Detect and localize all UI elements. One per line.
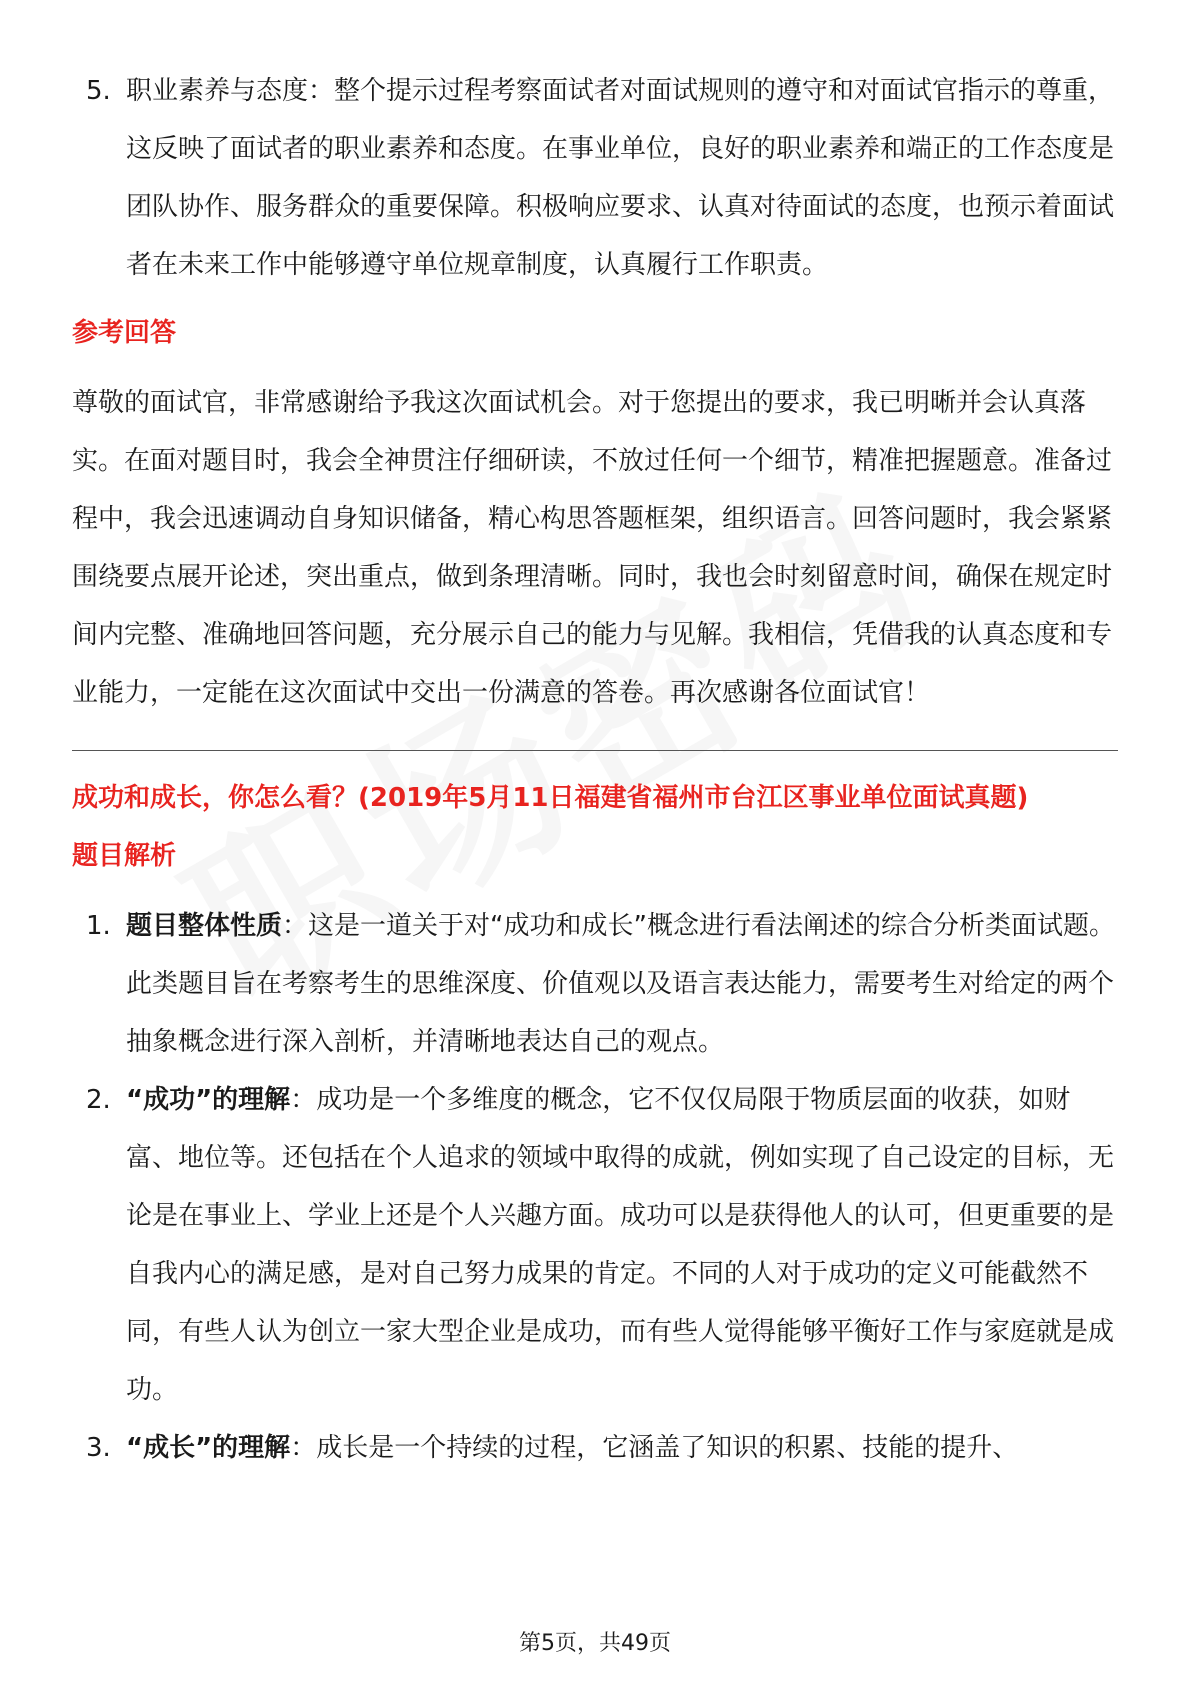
answer-paragraph: 尊敬的面试官，非常感谢给予我这次面试机会。对于您提出的要求，我已明晰并会认真落实。在面对题目时，我会全神贯注仔细研读，不放过任何一个细节，精准把握题意。准备过程中，我会迅速调动自身知识储备，精心构思答题框架，组织语言。回答问题时，我会紧紧围绕要点展开论述，突出重点，做到条理清晰。同时，我也会时刻留意时间，确保在规定时间内完整、准确地回答问题，充分展示自己的能力与见解。我相信，凭借我的认真态度和专业能力，一定能在这次面试中交出一份满意的答卷。再次感谢各位面试官！: [72, 388, 1113, 708]
list-item: [72, 1419, 1118, 1477]
list-item-text: 职业素养与态度：整个提示过程考察面试者对面试规则的遵守和对面试官指示的尊重，这反映了面试者的职业素养和态度。在事业单位，良好的职业素养和端正的工作态度是团队协作、服务群众的重要保障。积极响应要求、认真对待面试的态度，也预示着面试者在未来工作中能够遵守单位规章制度，认真履行工作职责。: [126, 76, 1115, 280]
list-item: [72, 1071, 1118, 1419]
attitude-list: [72, 62, 1118, 294]
list-item-label: “成长”的理解: [126, 1433, 291, 1463]
analysis-list: [72, 897, 1118, 1477]
list-number: 5.: [86, 76, 111, 106]
list-item-text: ：成功是一个多维度的概念，它不仅仅局限于物质层面的收获，如财富、地位等。还包括在个人追求的领域中取得的成就，例如实现了自己设定的目标，无论是在事业上、学业上还是个人兴趣方面。成功可以是获得他人的认可，但更重要的是自我内心的满足感，是对自己努力成果的肯定。不同的人对于成功的定义可能截然不同，有些人认为创立一家大型企业是成功，而有些人觉得能够平衡好工作与家庭就是成功。: [126, 1085, 1115, 1405]
list-item: [72, 62, 1118, 294]
list-number: 3.: [86, 1433, 111, 1463]
list-item-text: ：这是一道关于对“成功和成长”概念进行看法阐述的综合分析类面试题。此类题目旨在考察考生的思维深度、价值观以及语言表达能力，需要考生对给定的两个抽象概念进行深入剖析，并清晰地表达自己的观点。: [126, 911, 1115, 1057]
analysis-heading: 题目解析: [72, 841, 177, 871]
page-footer: 第5页，共49页: [519, 1631, 671, 1656]
page-content: [72, 62, 1118, 1477]
list-item: [72, 897, 1118, 1071]
list-item-text: ：成长是一个持续的过程，它涵盖了知识的积累、技能的提升、: [290, 1433, 1019, 1463]
list-number: 1.: [86, 911, 111, 941]
list-number: 2.: [86, 1085, 111, 1115]
question-title: 成功和成长，你怎么看？(2019年5月11日福建省福州市台江区事业单位面试真题): [72, 783, 1029, 813]
answer-heading: 参考回答: [72, 318, 177, 348]
list-item-label: “成功”的理解: [126, 1085, 291, 1115]
section-divider: [72, 750, 1118, 751]
list-item-label: 题目整体性质: [126, 911, 283, 941]
